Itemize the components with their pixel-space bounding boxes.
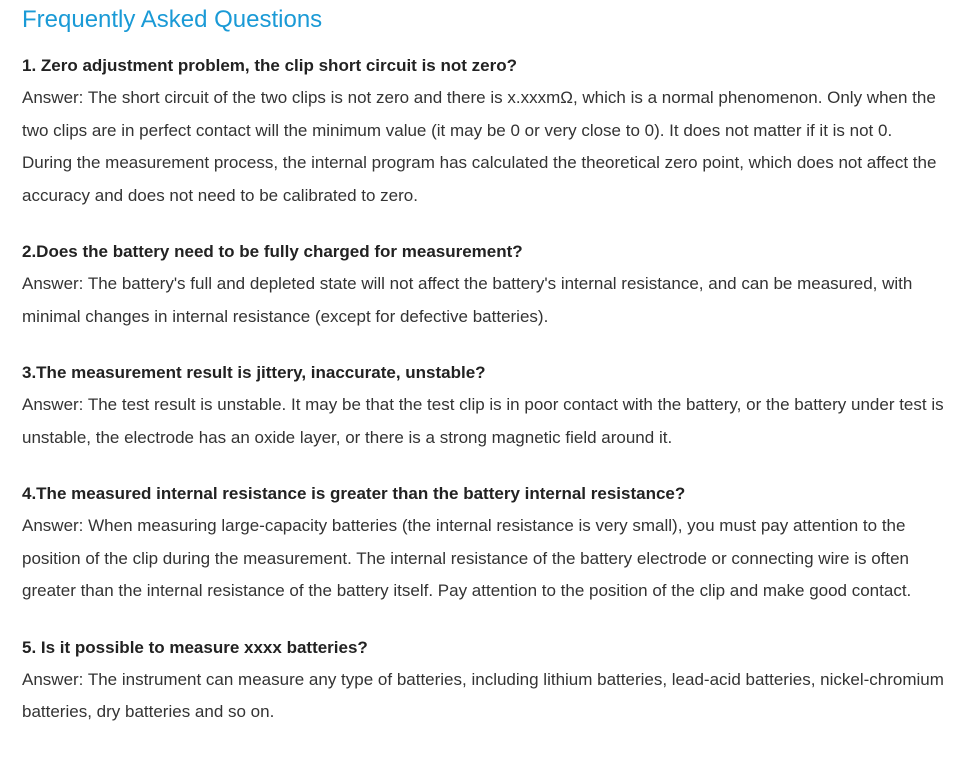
faq-item — [22, 632, 946, 729]
faq-item — [22, 478, 946, 608]
faq-section — [22, 0, 946, 753]
faq-title: Frequently Asked Questions — [22, 6, 323, 33]
faq-question: 4.The measured internal resistance is greater than the battery internal resistance? — [22, 484, 686, 503]
faq-question: 2.Does the battery need to be fully charged for measurement? — [22, 242, 523, 261]
faq-item — [22, 50, 946, 212]
faq-answer: Answer: When measuring large-capacity batteries (the internal resistance is very small), you must pay attention to the position of the clip during the measurement. The internal resistance of the battery electrode or connecting wire is often greater than the internal resistance of the battery itself. Pay attention to the position of the clip and make good contact. — [22, 516, 912, 600]
faq-question: 5. Is it possible to measure xxxx batteries? — [22, 637, 368, 657]
faq-question: 1. Zero adjustment problem, the clip short circuit is not zero? — [22, 56, 517, 75]
faq-question: 3.The measurement result is jittery, inaccurate, unstable? — [22, 363, 486, 382]
faq-answer: Answer: The battery's full and depleted state will not affect the battery's internal resistance, and can be measured, with minimal changes in internal resistance (except for defective batteries). — [22, 274, 913, 326]
faq-answer: Answer: The test result is unstable. It may be that the test clip is in poor contact with the battery, or the battery under test is unstable, the electrode has an oxide layer, or there is a strong magnetic field around it. — [22, 395, 944, 447]
faq-item — [22, 357, 946, 454]
faq-answer: Answer: The instrument can measure any type of batteries, including lithium batteries, lead-acid batteries, nickel-chromium batteries, dry batteries and so on. — [22, 669, 944, 721]
faq-item — [22, 236, 946, 333]
faq-answer: Answer: The short circuit of the two clips is not zero and there is x.xxxmΩ, which is a normal phenomenon. Only when the two clips are in perfect contact will the minimum value (it may be 0 or very close to 0). It does not matter if it is not 0. During the measurement process, the internal program has calculated the theoretical zero point, which does not affect the accuracy and does not need to be calibrated to zero. — [22, 88, 937, 205]
